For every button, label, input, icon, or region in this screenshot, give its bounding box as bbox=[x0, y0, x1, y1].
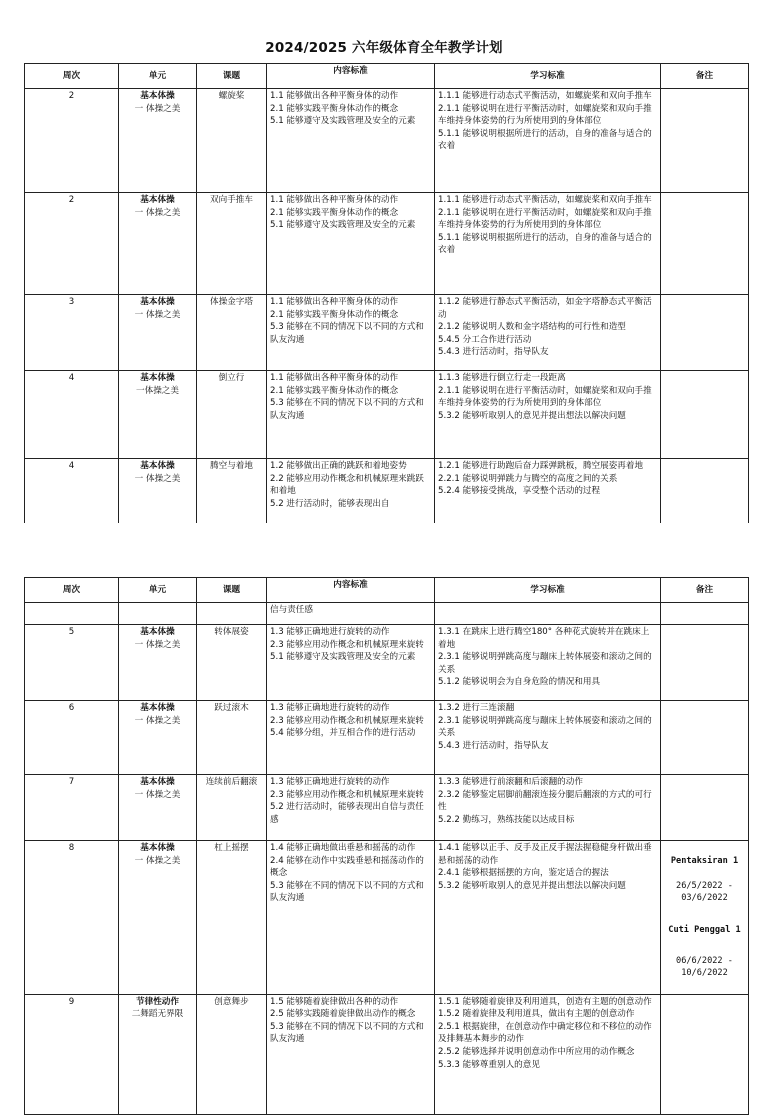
unit-cell bbox=[119, 625, 197, 701]
remarks-cell bbox=[661, 625, 749, 701]
topic-cell bbox=[197, 603, 267, 625]
unit-subtitle: 一 体操之美 bbox=[134, 855, 181, 866]
week-cell: 4 bbox=[25, 459, 119, 539]
content-standard-cell: 1.1 能够做出各种平衡身体的动作 2.1 能够实践平衡身体动作的概念 5.1 能够遵守及实践管理及安全的元素 bbox=[267, 89, 435, 193]
learning-standard-cell: 1.3.1 在跳床上进行腾空180° 各种花式旋转并在跳床上着地 2.3.1 能够说明弹跳高度与蹦床上转体展姿和滚动之间的关系 5.1.2 能够说明会为自身危险的情况和用具 bbox=[435, 625, 661, 701]
remarks-assessment-label: Pentaksiran 1 bbox=[670, 855, 739, 866]
week-cell bbox=[25, 603, 119, 625]
week-cell: 8 bbox=[25, 841, 119, 995]
unit-cell bbox=[119, 841, 197, 995]
unit-title: 基本体操 bbox=[140, 843, 175, 853]
content-standard-cell: 1.3 能够正确地进行旋转的动作 2.3 能够应用动作概念和机械原理来旋转 5.1 能够遵守及实践管理及安全的元素 bbox=[267, 625, 435, 701]
remarks-cell bbox=[661, 89, 749, 193]
topic-cell: 杠上摇摆 bbox=[197, 841, 267, 995]
unit-cell bbox=[119, 994, 197, 1114]
learning-standard-cell: 1.1.2 能够进行静态式平衡活动，如金字塔静态式平衡活动 2.1.2 能够说明人数和金字塔结构的可行性和造型 5.4.5 分工合作进行活动 5.4.3 进行活动时，指导队友 bbox=[435, 295, 661, 371]
unit-cell bbox=[119, 775, 197, 841]
remarks-cell bbox=[661, 371, 749, 459]
content-standard-cell: 1.3 能够正确地进行旋转的动作 2.3 能够应用动作概念和机械原理来旋转 5.2 进行活动时，能够表现出自信与责任感 bbox=[267, 775, 435, 841]
week-cell: 6 bbox=[25, 701, 119, 775]
learning-standard-cell bbox=[435, 603, 661, 625]
unit-title: 基本体操 bbox=[140, 627, 175, 637]
table-row bbox=[25, 371, 749, 459]
content-standard-cell: 1.3 能够正确地进行旋转的动作 2.3 能够应用动作概念和机械原理来旋转 5.4 能够分组，并互相合作的进行活动 bbox=[267, 701, 435, 775]
remarks-cell bbox=[661, 193, 749, 295]
unit-title: 基本体操 bbox=[140, 373, 175, 383]
header-week: 周次 bbox=[25, 64, 119, 89]
content-standard-cell: 1.5 能够随着旋律做出各种的动作 2.5 能够实践随着旋律做出动作的概念 5.3 能够在不同的情况下以不同的方式和队友沟通 bbox=[267, 994, 435, 1114]
week-cell: 3 bbox=[25, 295, 119, 371]
plan-table-page-1 bbox=[24, 63, 749, 539]
page-title: 2024/2025 六年级体育全年教学计划 bbox=[265, 40, 503, 56]
learning-standard-cell: 1.5.1 能够随着旋律及利用道具，创造有主题的创意动作 1.5.2 随着旋律及利用道具，做出有主题的创意动作 2.5.1 根据旋律，在创意动作中确定移位和不移位的动作及排舞基本舞步的动作 2.5.2 能够选择并说明创意动作中所应用的动作概念 5.3.3 能够尊重别人的意见 bbox=[435, 994, 661, 1114]
content-standard-cell: 1.1 能够做出各种平衡身体的动作 2.1 能够实践平衡身体动作的概念 5.3 能够在不同的情况下以不同的方式和队友沟通 bbox=[267, 295, 435, 371]
page-break-gap bbox=[0, 523, 768, 577]
table-row-continued bbox=[25, 603, 749, 625]
unit-title: 节律性动作 bbox=[136, 996, 179, 1007]
table-row bbox=[25, 994, 749, 1114]
unit-subtitle: 一 体操之美 bbox=[134, 309, 181, 320]
topic-cell: 连续前后翻滚 bbox=[197, 775, 267, 841]
unit-subtitle: 二舞蹈无界限 bbox=[131, 1009, 184, 1020]
content-standard-cell: 1.4 能够正确地做出垂悬和摇荡的动作 2.4 能够在动作中实践垂悬和摇荡动作的概念 5.3 能够在不同的情况下以不同的方式和队友沟通 bbox=[267, 841, 435, 995]
learning-standard-cell: 1.4.1 能够以正手、反手及正反手握法握稳健身杆做出垂悬和摇荡的动作 2.4.1 能够根据摇摆的方向，鉴定适合的握法 5.3.2 能够听取别人的意见并提出想法以解决问题 bbox=[435, 841, 661, 995]
topic-cell: 螺旋桨 bbox=[197, 89, 267, 193]
remarks-holiday-label: Cuti Penggal 1 bbox=[668, 924, 741, 935]
unit-title: 基本体操 bbox=[140, 777, 175, 787]
remarks-assessment-dates: 26/5/2022 - 03/6/2022 bbox=[676, 880, 733, 904]
header-learning-standard: 学习标准 bbox=[435, 64, 661, 89]
header-week: 周次 bbox=[25, 578, 119, 603]
week-cell: 9 bbox=[25, 994, 119, 1114]
week-cell: 2 bbox=[25, 89, 119, 193]
topic-cell: 倒立行 bbox=[197, 371, 267, 459]
table-row bbox=[25, 841, 749, 995]
unit-subtitle: 一 体操之美 bbox=[134, 715, 181, 726]
remarks-cell bbox=[661, 295, 749, 371]
unit-subtitle: 一 体操之美 bbox=[134, 103, 181, 114]
content-standard-cell: 信与责任感 bbox=[267, 603, 435, 625]
unit-title: 基本体操 bbox=[140, 91, 175, 101]
header-learning-standard: 学习标准 bbox=[435, 578, 661, 603]
remarks-holiday-dates: 06/6/2022 - 10/6/2022 bbox=[676, 955, 733, 979]
header-content-standard: 内容标准 bbox=[267, 64, 435, 89]
remarks-cell bbox=[661, 775, 749, 841]
table-row bbox=[25, 89, 749, 193]
week-cell: 7 bbox=[25, 775, 119, 841]
learning-standard-cell: 1.3.2 进行三连滚翻 2.3.1 能够说明弹跳高度与蹦床上转体展姿和滚动之间的关系 5.4.3 进行活动时，指导队友 bbox=[435, 701, 661, 775]
header-unit: 单元 bbox=[119, 578, 197, 603]
remarks-cell bbox=[661, 701, 749, 775]
table-row bbox=[25, 193, 749, 295]
topic-cell: 腾空与着地 bbox=[197, 459, 267, 539]
content-standard-cell: 1.1 能够做出各种平衡身体的动作 2.1 能够实践平衡身体动作的概念 5.3 能够在不同的情况下以不同的方式和队友沟通 bbox=[267, 371, 435, 459]
unit-cell bbox=[119, 371, 197, 459]
plan-table-page-2 bbox=[24, 577, 749, 1115]
unit-subtitle: 一 体操之美 bbox=[134, 639, 181, 650]
topic-cell: 跃过滚木 bbox=[197, 701, 267, 775]
week-cell: 2 bbox=[25, 193, 119, 295]
table-row bbox=[25, 295, 749, 371]
learning-standard-cell: 1.1.1 能够进行动态式平衡活动，如螺旋桨和双向手推车 2.1.1 能够说明在进行平衡活动时，如螺旋桨和双向手推车维持身体姿势的行为所使用到的身体部位 5.1.1 能够说明根据所进行的活动，自身的准备与适合的衣着 bbox=[435, 89, 661, 193]
header-content-standard: 内容标准 bbox=[267, 578, 435, 603]
unit-subtitle: 一 体操之美 bbox=[134, 473, 181, 484]
header-topic: 课题 bbox=[197, 64, 267, 89]
header-topic: 课题 bbox=[197, 578, 267, 603]
topic-cell: 体操金字塔 bbox=[197, 295, 267, 371]
content-standard-cell: 1.1 能够做出各种平衡身体的动作 2.1 能够实践平衡身体动作的概念 5.1 能够遵守及实践管理及安全的元素 bbox=[267, 193, 435, 295]
learning-standard-cell: 1.2.1 能够进行助跑后奋力踩弹跳板，腾空展姿再着地 2.2.1 能够说明弹跳力与腾空的高度之间的关系 5.2.4 能够接受挑战，享受整个活动的过程 bbox=[435, 459, 661, 539]
table-row bbox=[25, 701, 749, 775]
learning-standard-cell: 1.3.3 能够进行前滚翻和后滚翻的动作 2.3.2 能够鉴定屈脚前翻滚连接分腿后翻滚的方式的可行性 5.2.2 勤练习，熟练技能以达成目标 bbox=[435, 775, 661, 841]
unit-title: 基本体操 bbox=[140, 297, 175, 307]
unit-title: 基本体操 bbox=[140, 703, 175, 713]
unit-cell bbox=[119, 603, 197, 625]
remarks-cell bbox=[661, 841, 749, 995]
unit-title: 基本体操 bbox=[140, 195, 175, 205]
week-cell: 4 bbox=[25, 371, 119, 459]
topic-cell: 转体展姿 bbox=[197, 625, 267, 701]
unit-subtitle: 一体操之美 bbox=[136, 385, 179, 396]
unit-cell bbox=[119, 701, 197, 775]
header-unit: 单元 bbox=[119, 64, 197, 89]
remarks-cell bbox=[661, 603, 749, 625]
header-remarks: 备注 bbox=[661, 578, 749, 603]
unit-cell bbox=[119, 295, 197, 371]
topic-cell: 创意舞步 bbox=[197, 994, 267, 1114]
unit-subtitle: 一 体操之美 bbox=[134, 789, 181, 800]
table-row bbox=[25, 775, 749, 841]
week-cell: 5 bbox=[25, 625, 119, 701]
remarks-cell bbox=[661, 994, 749, 1114]
learning-standard-cell: 1.1.1 能够进行动态式平衡活动，如螺旋桨和双向手推车 2.1.1 能够说明在进行平衡活动时，如螺旋桨和双向手推车维持身体姿势的行为所使用到的身体部位 5.1.1 能够说明根据所进行的活动，自身的准备与适合的衣着 bbox=[435, 193, 661, 295]
unit-title: 基本体操 bbox=[140, 461, 175, 471]
unit-cell bbox=[119, 89, 197, 193]
content-standard-cell: 1.2 能够做出正确的跳跃和着地姿势 2.2 能够应用动作概念和机械原理来跳跃和着地 5.2 进行活动时，能够表现出自 bbox=[267, 459, 435, 539]
table-row bbox=[25, 625, 749, 701]
topic-cell: 双向手推车 bbox=[197, 193, 267, 295]
header-remarks: 备注 bbox=[661, 64, 749, 89]
unit-cell bbox=[119, 193, 197, 295]
learning-standard-cell: 1.1.3 能够进行倒立行走一段距离 2.1.1 能够说明在进行平衡活动时，如螺旋桨和双向手推车维持身体姿势的行为所使用到的身体部位 5.3.2 能够听取别人的意见并提出想法以解决问题 bbox=[435, 371, 661, 459]
unit-subtitle: 一 体操之美 bbox=[134, 207, 181, 218]
